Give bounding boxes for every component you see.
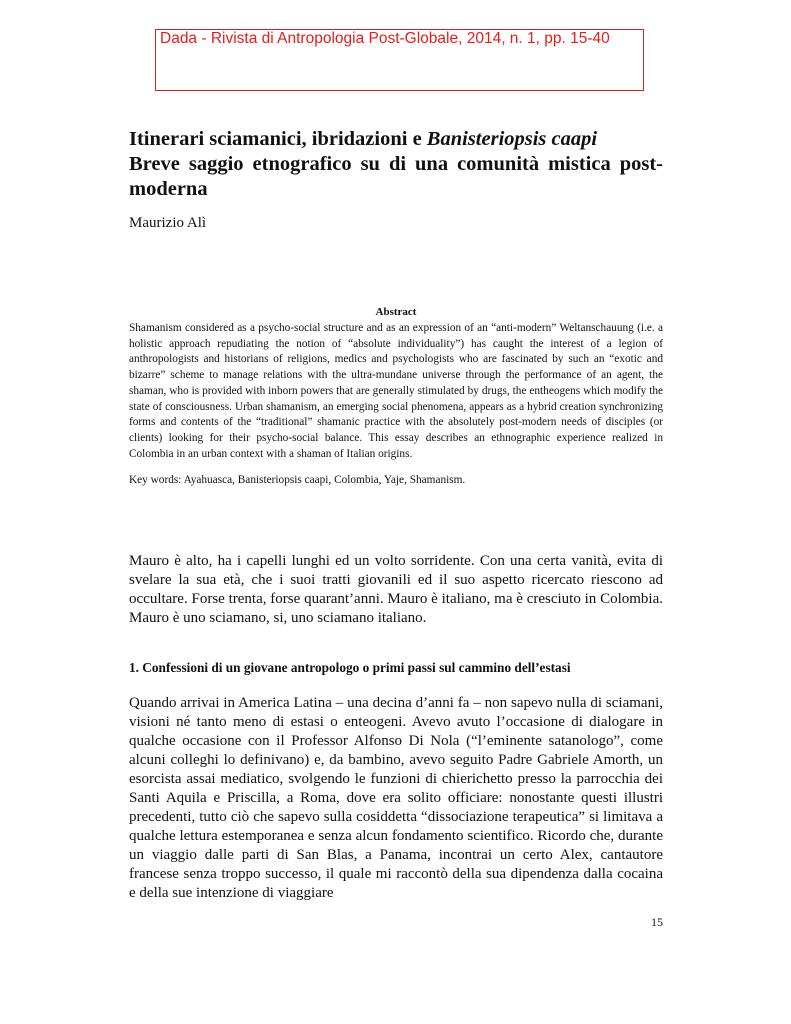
keywords: Key words: Ayahuasca, Banisteriopsis caapi, Colombia, Yaje, Shamanism. bbox=[129, 474, 466, 486]
page-number: 15 bbox=[651, 915, 663, 929]
journal-citation: Dada - Rivista di Antropologia Post-Globale, 2014, n. 1, pp. 15-40 bbox=[160, 30, 610, 47]
title-roman-part: Itinerari sciamanici, ibridazioni e bbox=[129, 128, 427, 150]
section-paragraph: Quando arrivai in America Latina – una decina d’anni fa – non sapevo nulla di sciamani, visioni né tanto meno di estasi o enteogeni. Avevo avuto l’occasione di dialogare in qualche occasione con il Professor Alfonso Di Nola (“l’eminente satanologo”, come alcuni colleghi lo definivano) e, da bambino, avevo seguito Padre Gabriele Amorth, un esorcista assai mediatico, svolgendo le funzioni di chierichetto presso la parrocchia dei Santi Aquila e Priscilla, a Roma, dove era solito officiare: nonostante questi illustri precedenti, tutto ciò che sapevo sulla cosiddetta “dissociazione terapeutica” si limitava a qualche lettura estemporanea e senza alcun fondamento scientifico. Ricordo che, durante un viaggio dalle parti di San Blas, a Panama, incontrai un certo Alex, cantautore francese senza troppo successo, il quale mi raccontò della sua dipendenza dalla cocaina e della sue intenzione di viaggiare bbox=[129, 695, 663, 901]
title-italic-part: Banisteriopsis caapi bbox=[426, 128, 598, 150]
title-line-3: moderna bbox=[129, 178, 208, 200]
author-name: Maurizio Alì bbox=[129, 215, 207, 231]
intro-paragraph: Mauro è alto, ha i capelli lunghi ed un volto sorridente. Con una certa vanità, evita di svelare la sua età, che i suoi tratti giovanili ed il suo aspetto ricercato riescono ad occultare. Forse trenta, forse quarant’anni. Mauro è italiano, ma è cresciuto in Colombia. Mauro è uno sciamano, si, uno sciamano italiano. bbox=[129, 553, 663, 626]
abstract-body: Shamanism considered as a psycho-social structure and as an expression of an “anti-modern” Weltanschauung (i.e. a holistic approach repudiating the notion of “absolute individuality”) has caught the interest of a legion of anthropologists and historians of religions, medics and psychologists who are fascinated by such an “exotic and bizarre” scheme to manage relations with the ultra-mundane universe through the performance of an agent, the shaman, who is provided with inborn powers that are generally stimulated by drugs, the entheogens which modify the state of consciousness. Urban shamanism, an emerging social phenomena, appears as a hybrid creation synchronizing forms and contents of the “traditional” shamanic practice with the absolutely post-modern needs of disciples (or clients) looking for their psycho-social balance. This essay describes an ethnographic experience realized in Colombia in an urban context with a shaman of Italian origins. bbox=[129, 322, 663, 460]
section-heading: 1. Confessioni di un giovane antropologo o primi passi sul cammino dell’estasi bbox=[129, 660, 571, 675]
title-line-1 bbox=[129, 127, 663, 152]
title-line-2: Breve saggio etnografico su di una comunità mistica post- bbox=[129, 153, 663, 175]
abstract-heading: Abstract bbox=[375, 306, 417, 318]
journal-header-box bbox=[155, 29, 644, 91]
article-title bbox=[129, 127, 663, 202]
